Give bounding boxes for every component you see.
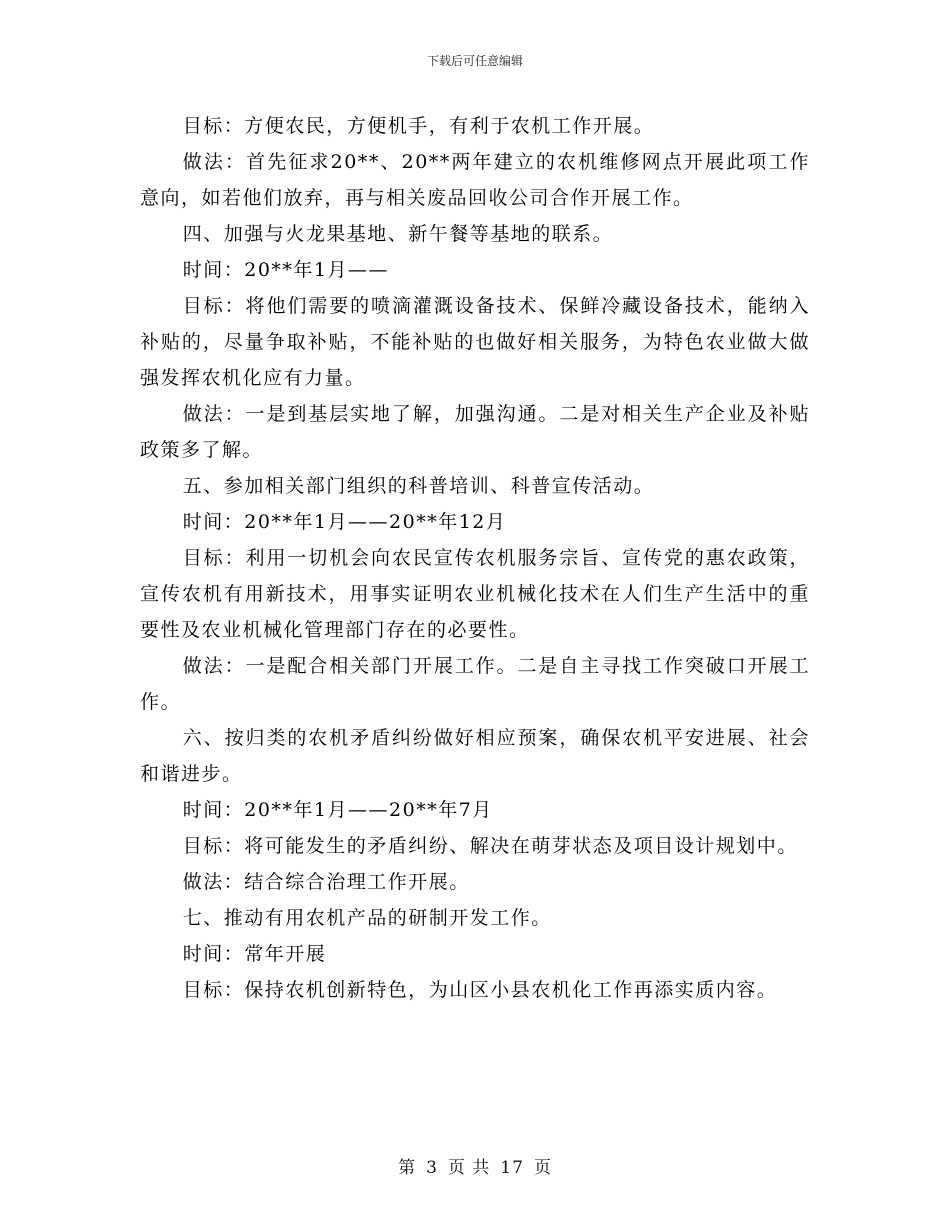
section-heading: 七、推动有用农机产品的研制开发工作。 [182, 907, 552, 929]
section-heading: 四、加强与火龙果基地、新午餐等基地的联系。 [182, 223, 614, 245]
page-footer [0, 1153, 950, 1178]
document-body [140, 108, 810, 1008]
paragraph: 目标：将他们需要的喷滴灌溉设备技术、保鲜冷藏设备技术，能纳入补贴的，尽量争取补贴，不能补贴的也做好相关服务，为特色农业做大做强发挥农机化应有力量。 [140, 295, 810, 389]
paragraph: 做法：一是配合相关部门开展工作。二是自主寻找工作突破口开展工作。 [140, 655, 810, 713]
paragraph: 时间：20**年1月——20**年7月 [182, 799, 493, 821]
paragraph: 做法：首先征求20**、20**两年建立的农机维修网点开展此项工作意向，如若他们放弃，再与相关废品回收公司合作开展工作。 [140, 151, 810, 209]
paragraph: 目标：方便农民，方便机手，有利于农机工作开展。 [182, 115, 655, 137]
paragraph: 时间：常年开展 [182, 943, 327, 965]
section-heading: 五、参加相关部门组织的科普培训、科普宣传活动。 [182, 475, 655, 497]
paragraph: 时间：20**年1月—— [182, 259, 390, 281]
paragraph: 目标：将可能发生的矛盾纠纷、解决在萌芽状态及项目设计规划中。 [182, 835, 798, 857]
page-header: 下载后可任意编辑 [426, 54, 523, 68]
paragraph: 时间：20**年1月——20**年12月 [182, 511, 507, 533]
footer-middle: 页 共 [447, 1158, 491, 1178]
total-pages: 17 [500, 1158, 524, 1178]
paragraph: 做法：一是到基层实地了解，加强沟通。二是对相关生产企业及补贴政策多了解。 [140, 403, 810, 461]
section-heading: 六、按归类的农机矛盾纠纷做好相应预案，确保农机平安进展、社会和谐进步。 [140, 727, 810, 785]
paragraph: 做法：结合综合治理工作开展。 [182, 871, 470, 893]
page-number: 3 [426, 1158, 438, 1178]
footer-prefix: 第 [398, 1158, 417, 1178]
paragraph: 目标：保持农机创新特色，为山区小县农机化工作再添实质内容。 [182, 979, 778, 1001]
footer-suffix: 页 [533, 1158, 552, 1178]
paragraph: 目标：利用一切机会向农民宣传农机服务宗旨、宣传党的惠农政策，宣传农机有用新技术，用事实证明农业机械化技术在人们生产生活中的重要性及农业机械化管理部门存在的必要性。 [140, 547, 810, 641]
